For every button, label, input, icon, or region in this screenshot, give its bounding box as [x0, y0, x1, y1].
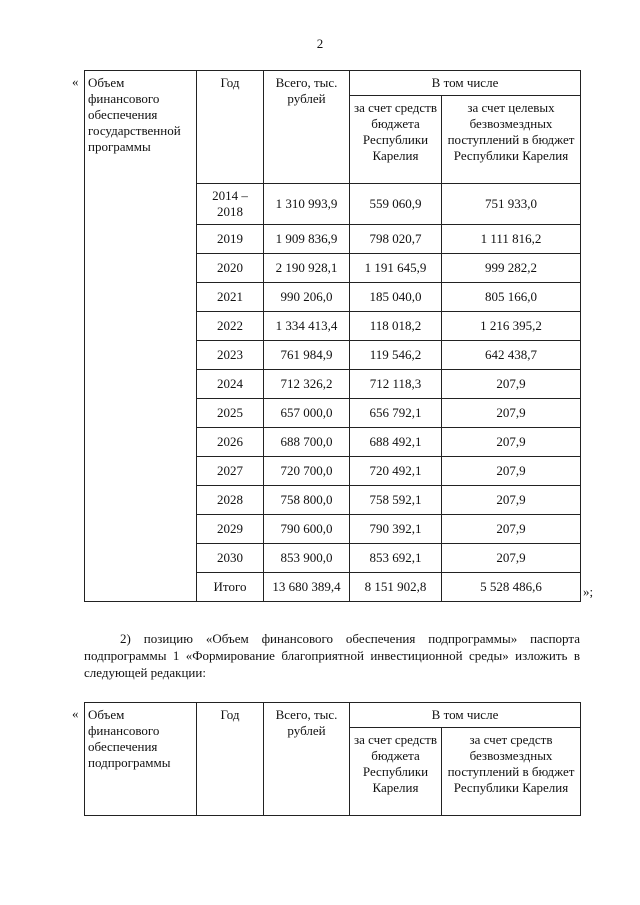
cell-total: 1 310 993,9 — [264, 184, 350, 225]
col-including-header-2: В том числе — [350, 703, 581, 728]
col-year-header-2: Год — [197, 703, 264, 816]
cell-year: 2026 — [197, 428, 264, 457]
cell-total: 2 190 928,1 — [264, 254, 350, 283]
financing-table-subprogram — [84, 702, 581, 816]
col-budget-header: за счет средств бюджета Республики Карелия — [350, 96, 442, 184]
cell-targeted: 5 528 486,6 — [442, 573, 581, 602]
cell-year: 2021 — [197, 283, 264, 312]
col-including-header: В том числе — [350, 71, 581, 96]
cell-budget: 758 592,1 — [350, 486, 442, 515]
col-budget-header-2: за счет средств бюджета Республики Карелия — [350, 728, 442, 816]
cell-year: 2020 — [197, 254, 264, 283]
cell-targeted: 999 282,2 — [442, 254, 581, 283]
cell-total: 790 600,0 — [264, 515, 350, 544]
cell-budget: 798 020,7 — [350, 225, 442, 254]
cell-budget: 118 018,2 — [350, 312, 442, 341]
cell-total: 720 700,0 — [264, 457, 350, 486]
col-targeted-header-2: за счет средств безвозмездных поступлений в бюджет Республики Карелия — [442, 728, 581, 816]
cell-budget: 656 792,1 — [350, 399, 442, 428]
cell-targeted: 1 111 816,2 — [442, 225, 581, 254]
table2-open-quote: « — [72, 706, 79, 721]
cell-total: 1 909 836,9 — [264, 225, 350, 254]
cell-targeted: 805 166,0 — [442, 283, 581, 312]
cell-year: 2025 — [197, 399, 264, 428]
cell-total: 712 326,2 — [264, 370, 350, 399]
cell-year: 2014 – 2018 — [197, 184, 264, 225]
cell-year: 2028 — [197, 486, 264, 515]
amendment-text: 2) позицию «Объем финансового обеспечения подпрограммы» паспорта подпрограммы 1 «Формирование благоприятной инвестиционной среды» изложить в следующей редакции: — [84, 631, 580, 680]
cell-targeted: 1 216 395,2 — [442, 312, 581, 341]
cell-budget: 688 492,1 — [350, 428, 442, 457]
cell-budget: 8 151 902,8 — [350, 573, 442, 602]
col-targeted-header: за счет целевых безвозмездных поступлений в бюджет Республики Карелия — [442, 96, 581, 184]
cell-total: 1 334 413,4 — [264, 312, 350, 341]
cell-targeted: 207,9 — [442, 428, 581, 457]
cell-year: 2023 — [197, 341, 264, 370]
cell-targeted: 751 933,0 — [442, 184, 581, 225]
financing-table-program — [84, 70, 581, 602]
cell-total: 688 700,0 — [264, 428, 350, 457]
subprogram-financing-label: Объем финансового обеспечения подпрограммы — [85, 703, 197, 816]
cell-budget: 1 191 645,9 — [350, 254, 442, 283]
cell-targeted: 207,9 — [442, 457, 581, 486]
page-number: 2 — [316, 36, 324, 51]
col-total-header-2: Всего, тыс. рублей — [264, 703, 350, 816]
program-financing-label: Объем финансового обеспечения государственной программы — [85, 71, 197, 602]
cell-budget: 559 060,9 — [350, 184, 442, 225]
cell-total: 853 900,0 — [264, 544, 350, 573]
cell-year: 2027 — [197, 457, 264, 486]
cell-total: 761 984,9 — [264, 341, 350, 370]
cell-targeted: 207,9 — [442, 399, 581, 428]
cell-targeted: 207,9 — [442, 486, 581, 515]
cell-budget: 720 492,1 — [350, 457, 442, 486]
cell-total: 990 206,0 — [264, 283, 350, 312]
cell-year: 2029 — [197, 515, 264, 544]
cell-targeted: 207,9 — [442, 544, 581, 573]
cell-budget: 790 392,1 — [350, 515, 442, 544]
cell-year: Итого — [197, 573, 264, 602]
table1-close-quote: »; — [583, 584, 594, 599]
cell-total: 657 000,0 — [264, 399, 350, 428]
cell-year: 2019 — [197, 225, 264, 254]
col-year-header: Год — [197, 71, 264, 184]
col-total-header: Всего, тыс. рублей — [264, 71, 350, 184]
cell-year: 2024 — [197, 370, 264, 399]
table1-open-quote: « — [72, 74, 79, 89]
cell-total: 13 680 389,4 — [264, 573, 350, 602]
cell-budget: 853 692,1 — [350, 544, 442, 573]
cell-budget: 712 118,3 — [350, 370, 442, 399]
cell-total: 758 800,0 — [264, 486, 350, 515]
amendment-paragraph — [84, 630, 580, 681]
cell-year: 2022 — [197, 312, 264, 341]
cell-targeted: 207,9 — [442, 515, 581, 544]
cell-year: 2030 — [197, 544, 264, 573]
cell-targeted: 207,9 — [442, 370, 581, 399]
cell-budget: 185 040,0 — [350, 283, 442, 312]
cell-budget: 119 546,2 — [350, 341, 442, 370]
cell-targeted: 642 438,7 — [442, 341, 581, 370]
